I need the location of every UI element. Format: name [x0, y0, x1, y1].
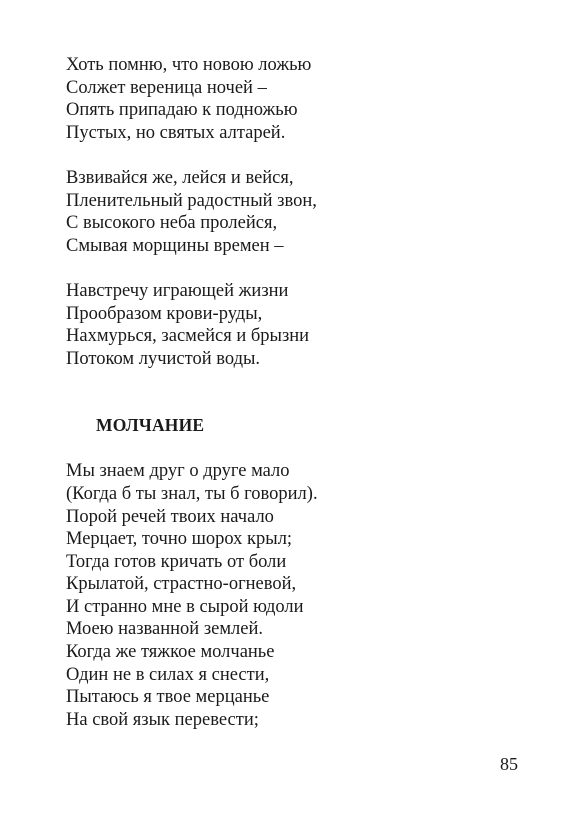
stanza-1 [66, 54, 526, 144]
stanza-break [66, 257, 526, 280]
poem-line: Один не в силах я снести, [66, 664, 270, 685]
poem-line: Нахмурься, засмейся и брызни [66, 326, 310, 347]
title-break [66, 436, 526, 460]
poem-line: Солжет вереница ночей – [66, 77, 267, 98]
poem-line: И странно мне в сырой юдоли [66, 596, 304, 617]
poem-line: Мерцает, точно шорох крыл; [66, 529, 293, 550]
poem-line: С высокого неба пролейся, [66, 213, 278, 234]
poem-line: Пытаюсь я твое мерцанье [66, 687, 270, 708]
poem-line: Тогда готов кричать от боли [66, 551, 287, 572]
poem-line: Потоком лучистой воды. [66, 348, 261, 369]
page-number: 85 [500, 754, 518, 774]
poem-line: Порой речей твоих начало [66, 506, 274, 527]
poem-body [66, 460, 526, 731]
poem-line: Смывая морщины времен – [66, 235, 284, 256]
section-break [66, 370, 526, 414]
stanza-3 [66, 280, 526, 370]
poem-line: Опять припадаю к подножью [66, 100, 298, 121]
stanza-break [66, 144, 526, 167]
poem-text [66, 54, 526, 731]
poem-line: Когда же тяжкое молчанье [66, 642, 275, 663]
poem-line: Пустых, но святых алтарей. [66, 122, 286, 143]
poem-line: Прообразом крови-руды, [66, 303, 263, 324]
poem-line: (Когда б ты знал, ты б говорил). [66, 483, 318, 504]
poem-line: Мы знаем друг о друге мало [66, 461, 290, 482]
poem-line: Крылатой, страстно-огневой, [66, 574, 297, 595]
poem-line: Моею названной землей. [66, 619, 264, 640]
poem-line: Пленительный радостный звон, [66, 190, 317, 211]
stanza-2 [66, 167, 526, 257]
poem-line: Хоть помню, что новою ложью [66, 55, 312, 75]
poem-line: На свой язык перевести; [66, 709, 259, 730]
poem-title: МОЛЧАНИЕ [96, 415, 205, 436]
poem-line: Взвивайся же, лейся и вейся, [66, 167, 294, 188]
poem-line: Навстречу играющей жизни [66, 280, 289, 301]
